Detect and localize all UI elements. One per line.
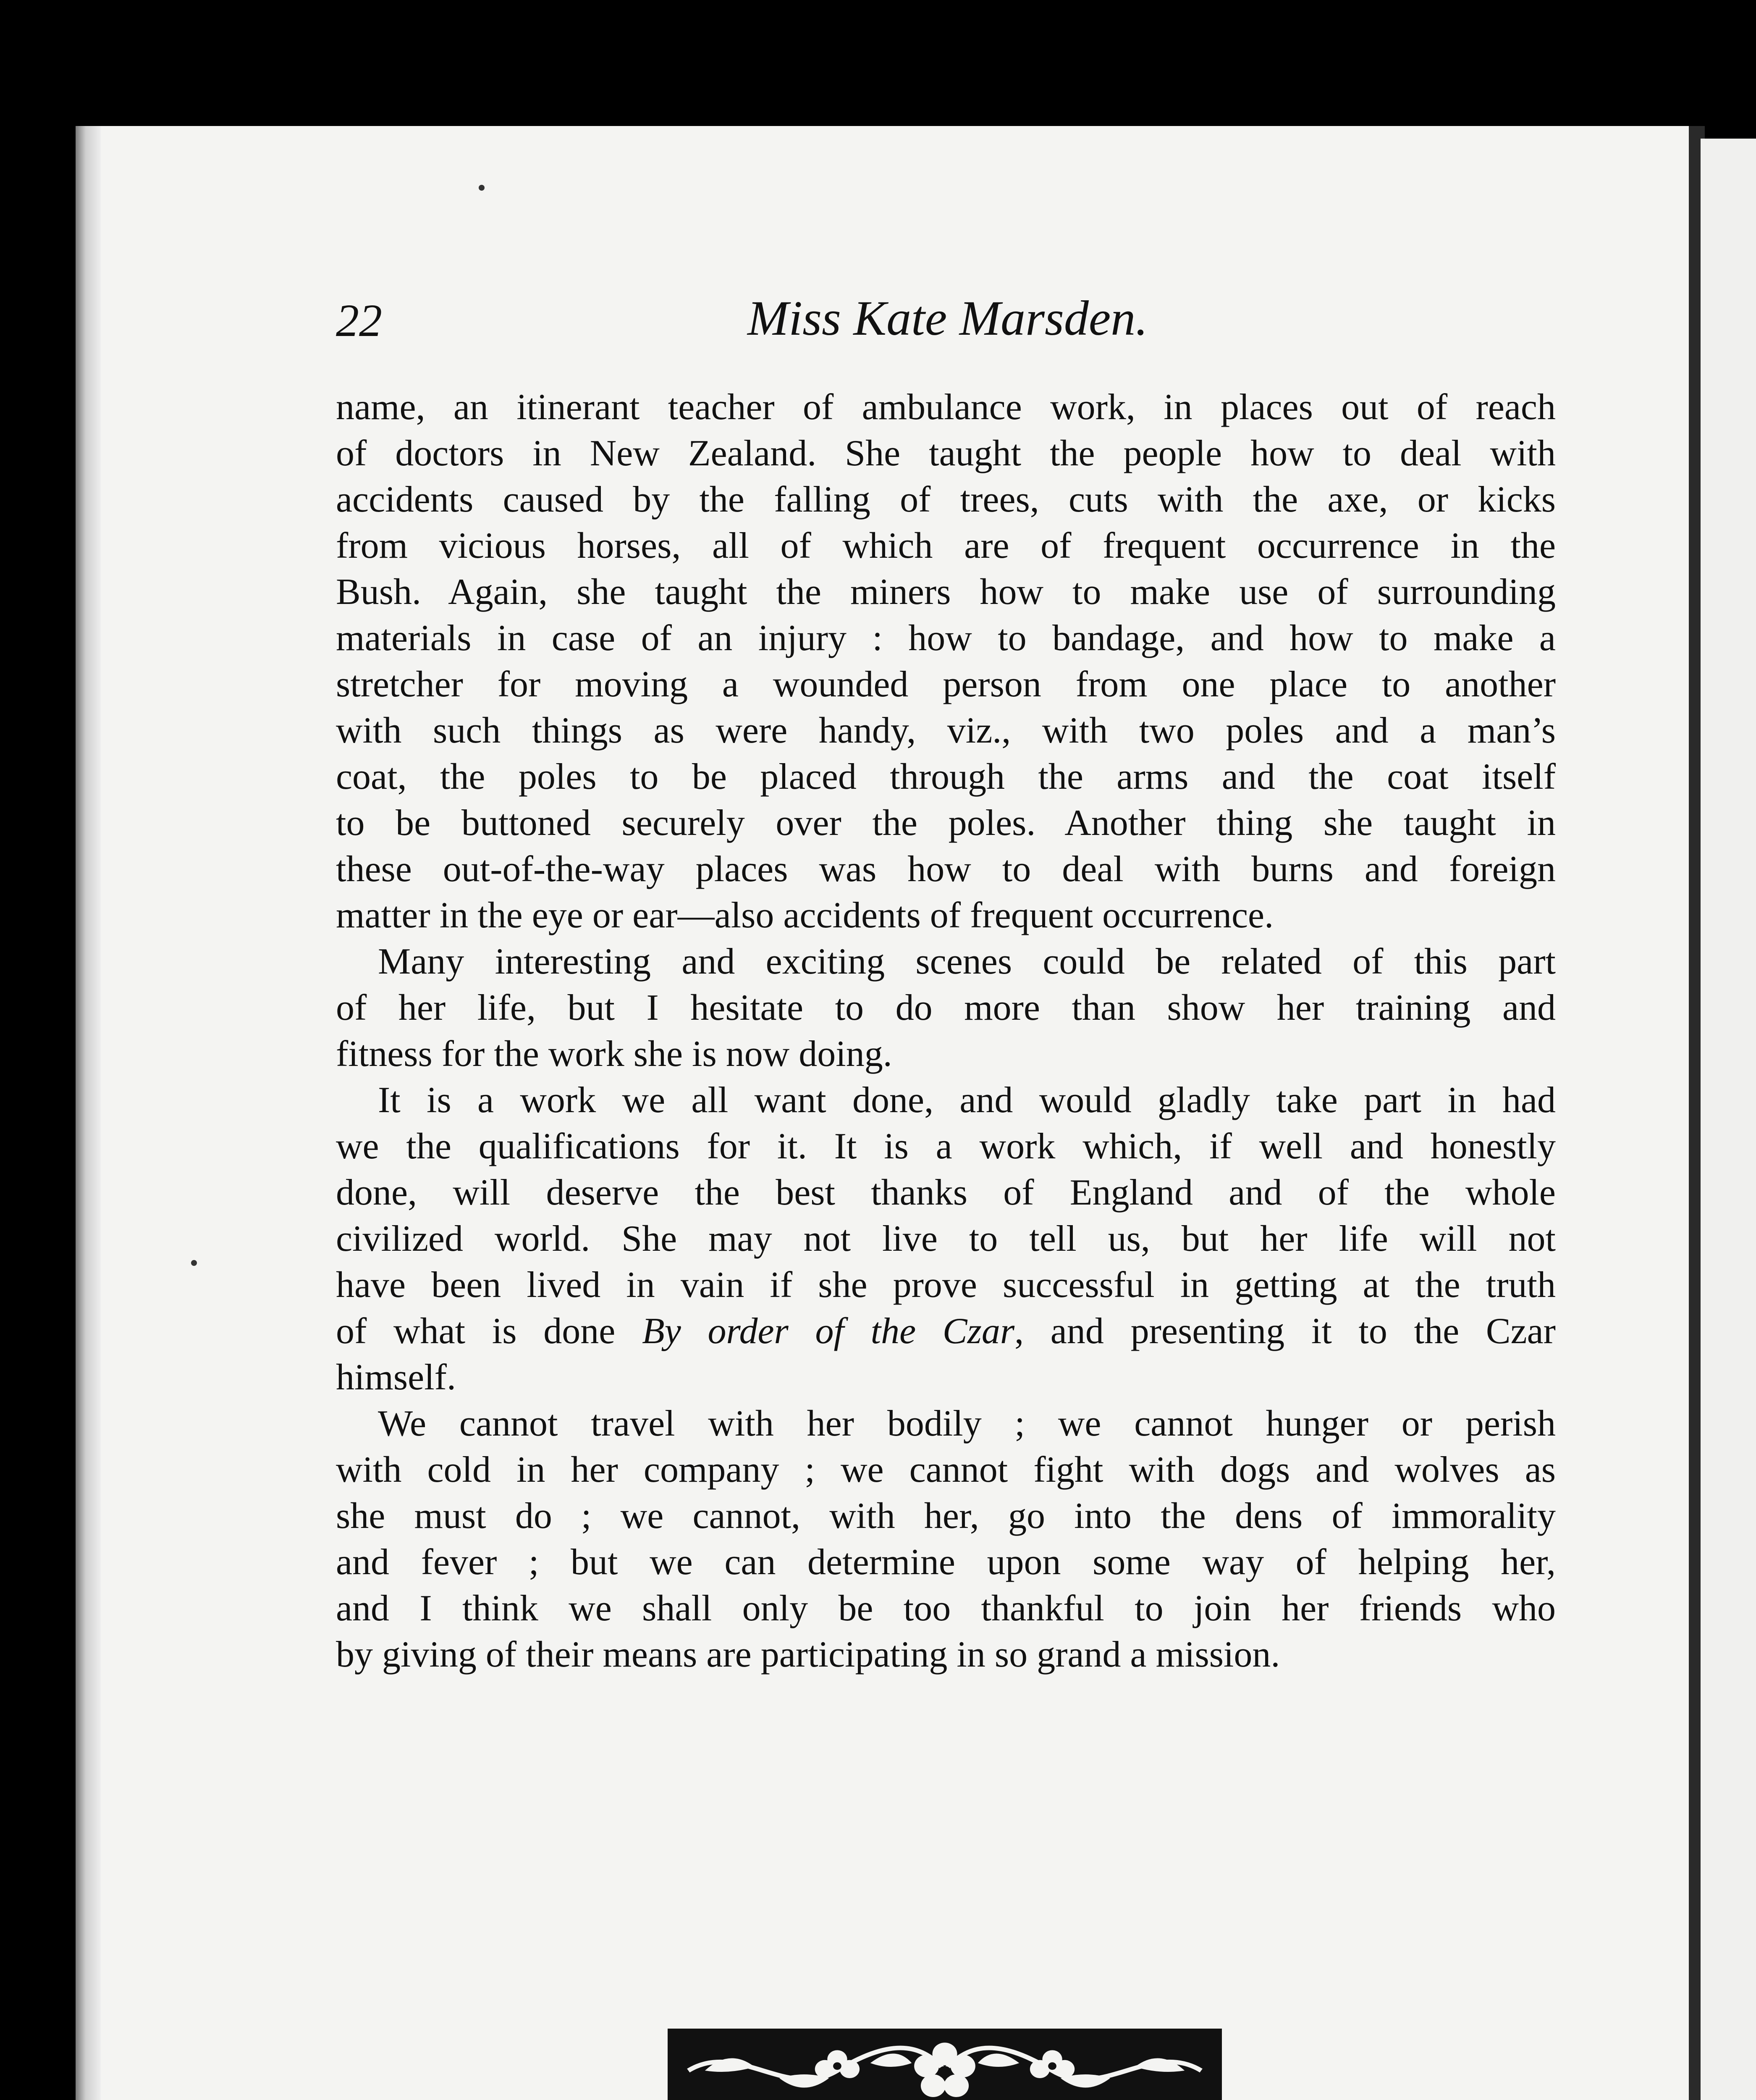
text-line: fitness for the work she is now doing. <box>336 1034 892 1074</box>
text-line: have been lived in vain if she prove successful in getting at the truth <box>336 1265 1556 1305</box>
text-line: done, will deserve the best thanks of England and of the whole <box>336 1172 1556 1213</box>
text-line: she must do ; we cannot, with her, go into the dens of immorality <box>336 1496 1556 1536</box>
text-line: It is a work we all want done, and would gladly take part in had <box>378 1080 1556 1121</box>
scan-speck <box>479 185 485 191</box>
text-line: these out-of-the-way places was how to deal with burns and foreign <box>336 849 1556 890</box>
text-line: to be buttoned securely over the poles. Another thing she taught in <box>336 803 1556 843</box>
floral-vine-ornament-icon <box>668 2029 1222 2100</box>
italic-title: By order of the Czar <box>642 1311 1015 1352</box>
text-line: by giving of their means are participating in so grand a mission. <box>336 1634 1280 1675</box>
text-line: from vicious horses, all of which are of frequent occurrence in the <box>336 525 1556 566</box>
body-text <box>336 384 1556 1678</box>
text-line: name, an itinerant teacher of ambulance work, in places out of reach <box>336 387 1556 428</box>
text-line: Bush. Again, she taught the miners how to make use of surrounding <box>336 572 1556 612</box>
page-number: 22 <box>336 295 382 346</box>
text-line: with such things as were handy, viz., with two poles and a man’s <box>336 710 1556 751</box>
text-line <box>336 1308 1556 1354</box>
text-line: We cannot travel with her bodily ; we cannot hunger or perish <box>378 1403 1556 1444</box>
text-line: of her life, but I hesitate to do more than show her training and <box>336 987 1556 1028</box>
text-line-segment: of what is done <box>336 1311 642 1352</box>
running-title: Miss Kate Marsden. <box>747 291 1148 346</box>
text-line: coat, the poles to be placed through the arms and the coat itself <box>336 756 1556 797</box>
ornament-graphic <box>672 2033 1218 2100</box>
page-gutter-shadow <box>76 126 101 2100</box>
text-line: with cold in her company ; we cannot fight with dogs and wolves as <box>336 1449 1556 1490</box>
scan-speck <box>191 1260 197 1266</box>
text-line-segment: , and presenting it to the Czar <box>1014 1311 1556 1352</box>
text-line: himself. <box>336 1357 456 1398</box>
text-line: materials in case of an injury : how to bandage, and how to make a <box>336 618 1556 659</box>
text-line: stretcher for moving a wounded person from one place to another <box>336 664 1556 705</box>
text-line: and I think we shall only be too thankful to join her friends who <box>336 1588 1556 1629</box>
text-line: civilized world. She may not live to tell us, but her life will not <box>336 1218 1556 1259</box>
text-line: of doctors in New Zealand. She taught the people how to deal with <box>336 433 1556 474</box>
facing-page-edge <box>1701 139 1756 2100</box>
text-line: accidents caused by the falling of trees, cuts with the axe, or kicks <box>336 479 1556 520</box>
text-line: matter in the eye or ear—also accidents of frequent occurrence. <box>336 895 1274 936</box>
text-line: Many interesting and exciting scenes could be related of this part <box>378 941 1556 982</box>
text-line: we the qualifications for it. It is a work which, if well and honestly <box>336 1126 1556 1167</box>
text-line: and fever ; but we can determine upon some way of helping her, <box>336 1542 1556 1583</box>
